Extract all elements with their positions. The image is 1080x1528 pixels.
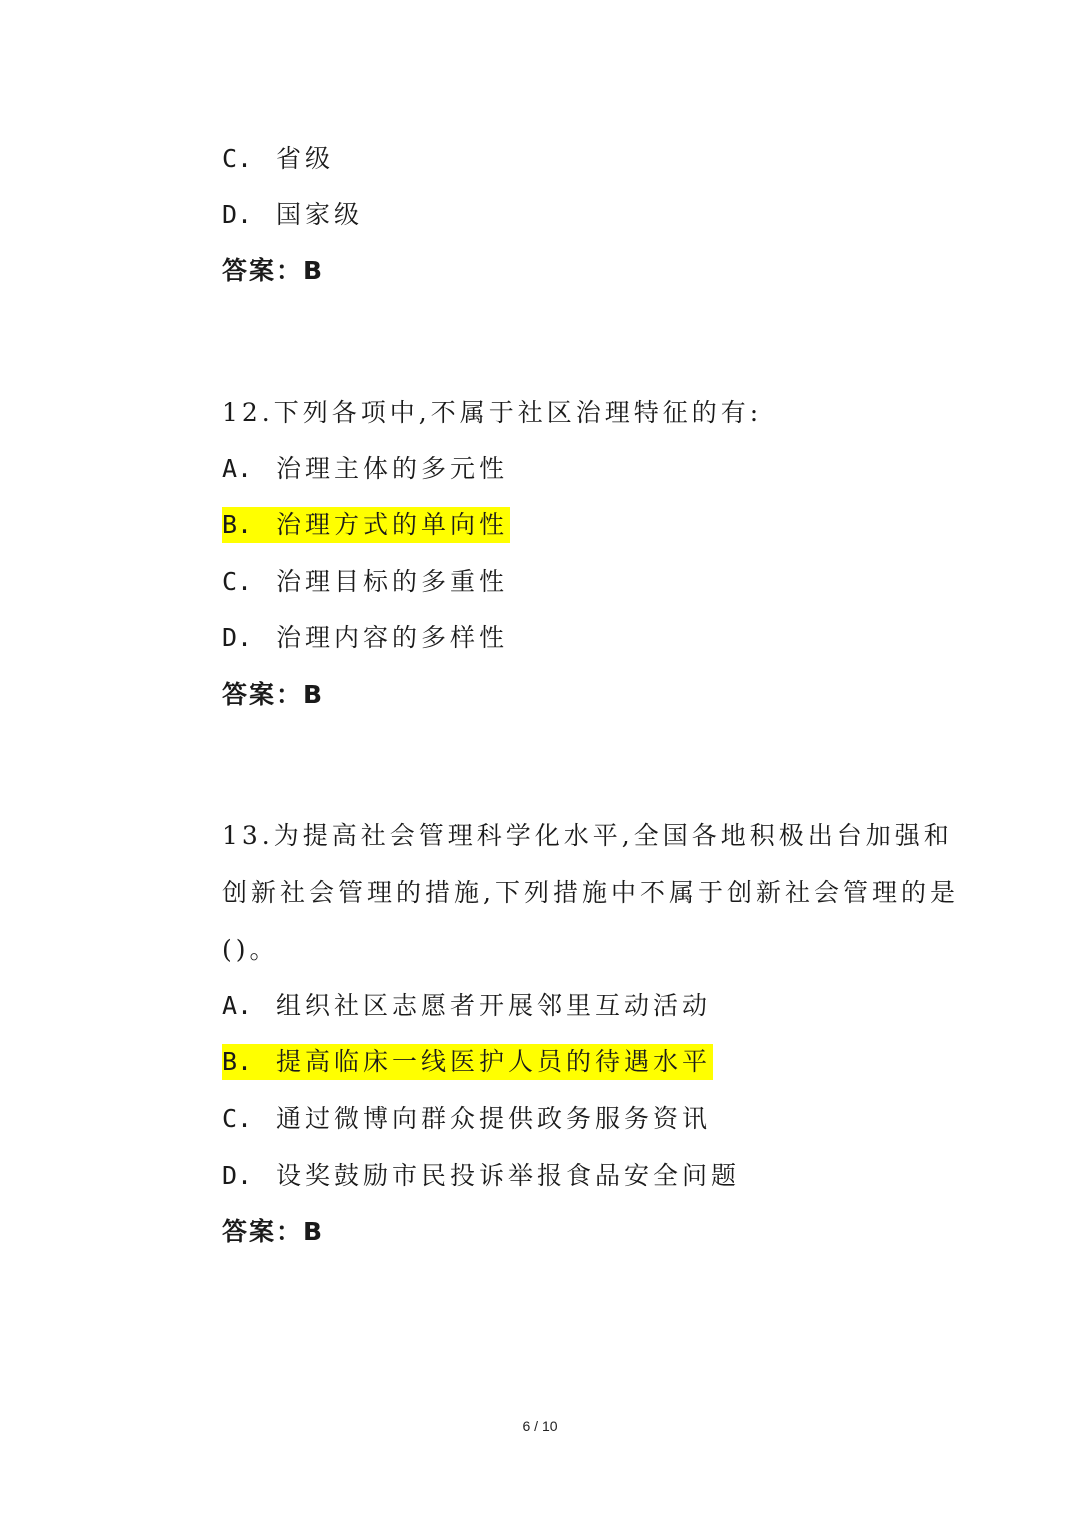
answer-label: 答案：: [222, 680, 304, 709]
q13-option-b: [222, 1044, 713, 1080]
q12-stem: 12.下列各项中,不属于社区治理特征的有:: [222, 398, 763, 427]
option-text: 治理主体的多元性: [276, 454, 509, 483]
q13-option-d: [222, 1158, 740, 1194]
option-text: 组织社区志愿者开展邻里互动活动: [276, 991, 712, 1020]
option-letter: B.: [222, 510, 253, 539]
option-letter: D.: [222, 200, 253, 229]
answer-label: 答案：: [222, 256, 304, 285]
option-letter: B.: [222, 1047, 253, 1076]
option-text: 通过微博向群众提供政务服务资讯: [276, 1104, 712, 1133]
option-letter: D.: [222, 1161, 253, 1190]
option-text: 治理目标的多重性: [276, 567, 509, 596]
option-text: 治理方式的单向性: [276, 510, 509, 539]
q12-option-a: [222, 451, 508, 487]
option-text: 提高临床一线医护人员的待遇水平: [276, 1047, 712, 1076]
page-number: 6 / 10: [522, 1418, 558, 1434]
q13-option-c: [222, 1101, 711, 1137]
option-letter: A.: [222, 454, 253, 483]
q11-option-d: [222, 197, 363, 233]
highlighted-correct-option: [222, 507, 510, 543]
q13-stem-line-1: 13.为提高社会管理科学化水平,全国各地积极出台加强和: [222, 821, 953, 850]
q12-option-b: [222, 507, 510, 543]
option-letter: D.: [222, 623, 253, 652]
q13-answer: [222, 1214, 322, 1250]
q11-answer: [222, 253, 322, 289]
q13-stem-line-3: ()。: [222, 935, 279, 964]
option-text: 省级: [276, 144, 335, 173]
q13-stem-line-2: 创新社会管理的措施,下列措施中不属于创新社会管理的是: [222, 878, 959, 907]
option-letter: A.: [222, 991, 253, 1020]
option-letter: C.: [222, 144, 253, 173]
answer-value: B: [303, 1217, 323, 1246]
q13-option-a: [222, 988, 711, 1024]
q12-option-c: [222, 564, 508, 600]
option-letter: C.: [222, 567, 253, 596]
highlighted-correct-option: [222, 1044, 713, 1080]
answer-label: 答案：: [222, 1217, 304, 1246]
answer-value: B: [303, 680, 323, 709]
answer-value: B: [303, 256, 323, 285]
q11-option-c: [222, 141, 334, 177]
q12-answer: [222, 677, 322, 713]
option-text: 设奖鼓励市民投诉举报食品安全问题: [276, 1161, 741, 1190]
option-text: 国家级: [276, 200, 364, 229]
q12-option-d: [222, 620, 508, 656]
option-letter: C.: [222, 1104, 253, 1133]
option-text: 治理内容的多样性: [276, 623, 509, 652]
